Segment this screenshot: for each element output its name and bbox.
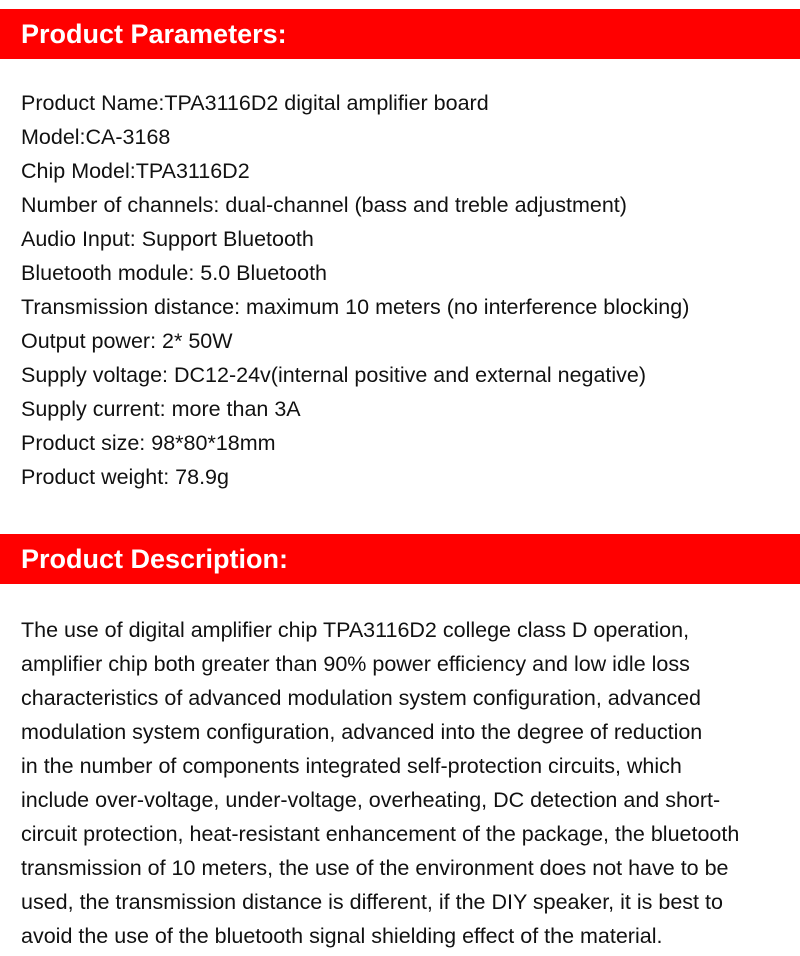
description-line: circuit protection, heat-resistant enhancement of the package, the bluetooth: [21, 822, 740, 846]
param-transmission-distance: Transmission distance: maximum 10 meters (no interference blocking): [21, 295, 690, 319]
product-parameters-title: Product Parameters:: [21, 18, 287, 49]
param-product-size: Product size: 98*80*18mm: [21, 431, 276, 455]
product-parameters-header: [0, 9, 800, 59]
param-audio-input: Audio Input: Support Bluetooth: [21, 227, 314, 251]
product-description-title: Product Description:: [21, 543, 289, 574]
description-line: characteristics of advanced modulation system configuration, advanced: [21, 686, 702, 710]
description-line: amplifier chip both greater than 90% power efficiency and low idle loss: [21, 652, 690, 676]
description-line: in the number of components integrated self-protection circuits, which: [21, 754, 682, 778]
param-supply-voltage: Supply voltage: DC12-24v(internal positive and external negative): [21, 363, 647, 387]
param-bluetooth-module: Bluetooth module: 5.0 Bluetooth: [21, 261, 327, 285]
description-line: include over-voltage, under-voltage, overheating, DC detection and short-: [21, 788, 721, 812]
param-supply-current: Supply current: more than 3A: [21, 397, 301, 421]
product-parameters-list: [21, 86, 689, 494]
param-output-power: Output power: 2* 50W: [21, 329, 233, 353]
description-line: used, the transmission distance is different, if the DIY speaker, it is best to: [21, 890, 723, 914]
param-product-name: Product Name:TPA3116D2 digital amplifier board: [21, 91, 489, 115]
param-model: Model:CA-3168: [21, 125, 171, 149]
product-description-header: [0, 534, 800, 584]
product-description-body: [21, 613, 796, 953]
description-line: modulation system configuration, advanced into the degree of reduction: [21, 720, 703, 744]
param-product-weight: Product weight: 78.9g: [21, 465, 229, 489]
param-channels: Number of channels: dual-channel (bass and treble adjustment): [21, 193, 627, 217]
description-line: The use of digital amplifier chip TPA3116D2 college class D operation,: [21, 618, 690, 642]
description-line: transmission of 10 meters, the use of the environment does not have to be: [21, 856, 729, 880]
description-line: avoid the use of the bluetooth signal shielding effect of the material.: [21, 924, 663, 948]
param-chip-model: Chip Model:TPA3116D2: [21, 159, 250, 183]
